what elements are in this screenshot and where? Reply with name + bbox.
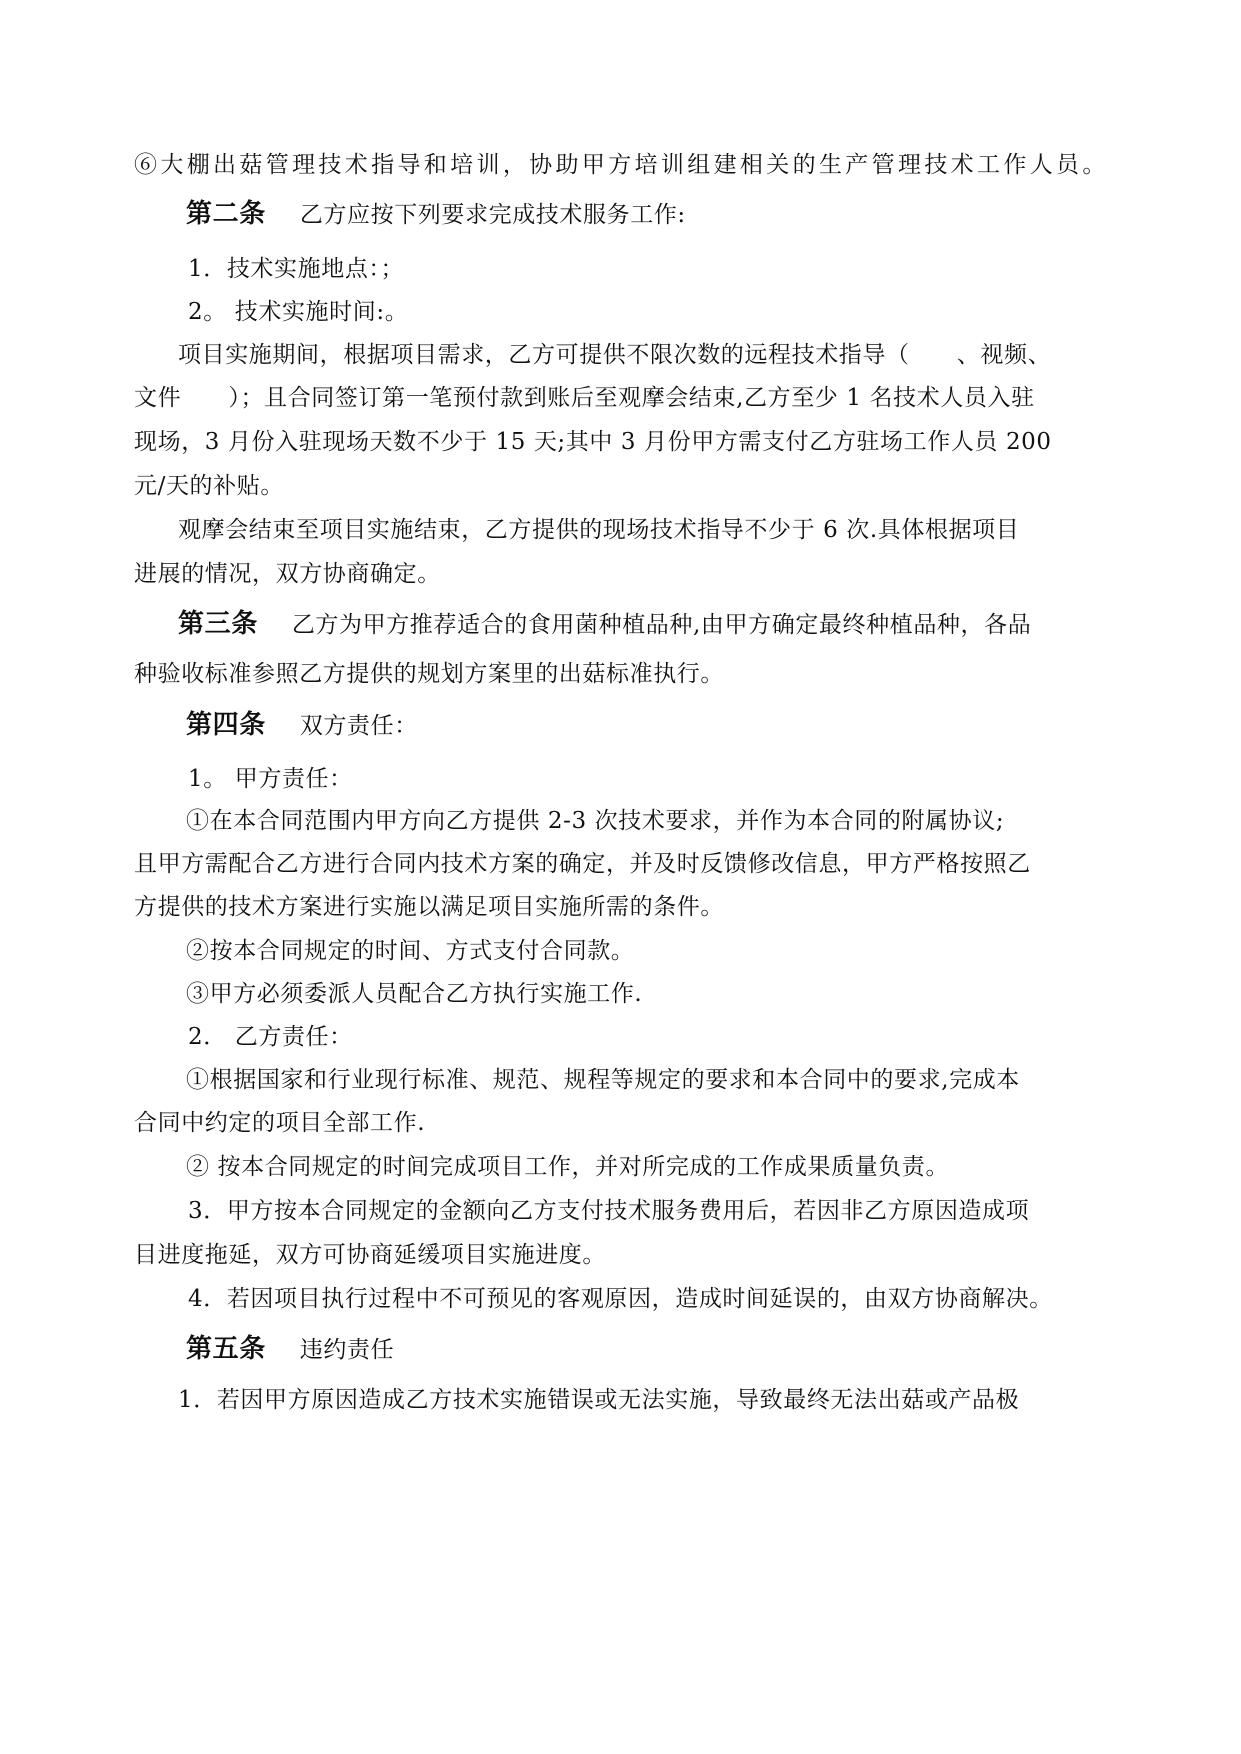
article-4-text: 双方责任： — [299, 713, 418, 739]
article-2-heading: 第二条 — [186, 199, 266, 229]
article-3-heading: 第三条 — [178, 609, 258, 639]
article-3 — [178, 609, 1032, 640]
article-2-text: 乙方应按下列要求完成技术服务工作: — [299, 202, 686, 228]
article-4-point-4: 4．若因项目执行过程中不可预见的客观原因，造成时间延误的，由双方协商解决。 — [188, 1286, 1053, 1312]
article-2 — [186, 199, 686, 230]
article-2-point-1: 1．技术实施地点：； — [188, 256, 405, 282]
party-a-item-3: ③甲方必须委派人员配合乙方执行实施工作. — [186, 981, 643, 1007]
article-2-para-2-line-1: 观摩会结束至项目实施结束，乙方提供的现场技术指导不少于 6 次.具体根据项目 — [178, 517, 1020, 543]
article-4 — [186, 710, 418, 741]
party-b-item-1-line-2: 合同中约定的项目全部工作. — [134, 1110, 426, 1136]
article-5 — [186, 1334, 394, 1365]
party-b-item-1-line-1: ①根据国家和行业现行标准、规范、规程等规定的要求和本合同中的要求,完成本 — [186, 1067, 1020, 1093]
article-3-text-line-2: 种验收标准参照乙方提供的规划方案里的出菇标准执行。 — [134, 661, 724, 687]
article-5-point-1: 1．若因甲方原因造成乙方技术实施错误或无法实施，导致最终无法出菇或产品极 — [178, 1387, 1020, 1413]
article-2-point-2: 2。 技术实施时间:。 — [188, 299, 409, 325]
article-4-point-3-line-2: 目进度拖延，双方可协商延缓项目实施进度。 — [134, 1242, 606, 1268]
article-4-heading: 第四条 — [186, 710, 266, 740]
article-5-text: 违约责任 — [299, 1337, 395, 1363]
article-4-point-3-line-1: 3．甲方按本合同规定的金额向乙方支付技术服务费用后，若因非乙方原因造成项 — [188, 1198, 1030, 1224]
article-2-para-1-line-4: 元/天的补贴。 — [134, 473, 284, 499]
party-b-title: 2． 乙方责任： — [188, 1024, 353, 1050]
party-b-item-2: ② 按本合同规定的时间完成项目工作，并对所完成的工作成果质量负责。 — [186, 1154, 950, 1180]
article-2-para-1-line-1: 项目实施期间，根据项目需求，乙方可提供不限次数的远程技术指导（ 、视频、 — [178, 342, 1052, 368]
item-6: ⑥大棚出菇管理技术指导和培训，协助甲方培训组建相关的生产管理技术工作人员。 — [134, 152, 1106, 178]
party-a-item-1-line-1: ①在本合同范围内甲方向乙方提供 2-3 次技术要求，并作为本合同的附属协议; — [186, 808, 1005, 834]
article-3-text-line-1: 乙方为甲方推荐适合的食用菌种植品种,由甲方确定最终种植品种，各品 — [291, 612, 1032, 638]
party-a-item-1-line-2: 且甲方需配合乙方进行合同内技术方案的确定，并及时反馈修改信息，甲方严格按照乙 — [134, 851, 1031, 877]
party-a-item-1-line-3: 方提供的技术方案进行实施以满足项目实施所需的条件。 — [134, 894, 724, 920]
article-2-para-1-line-2: 文件 ）；且合同签订第一笔预付款到账后至观摩会结束,乙方至少 1 名技术人员入驻 — [134, 385, 1035, 411]
party-a-title: 1。 甲方责任： — [188, 766, 353, 792]
article-2-para-1-line-3: 现场，3 月份入驻现场天数不少于 15 天;其中 3 月份甲方需支付乙方驻场工作人员 200 — [134, 429, 1052, 455]
article-5-heading: 第五条 — [186, 1334, 266, 1364]
party-a-item-2: ②按本合同规定的时间、方式支付合同款。 — [186, 938, 635, 964]
article-2-para-2-line-2: 进展的情况，双方协商确定。 — [134, 561, 441, 587]
